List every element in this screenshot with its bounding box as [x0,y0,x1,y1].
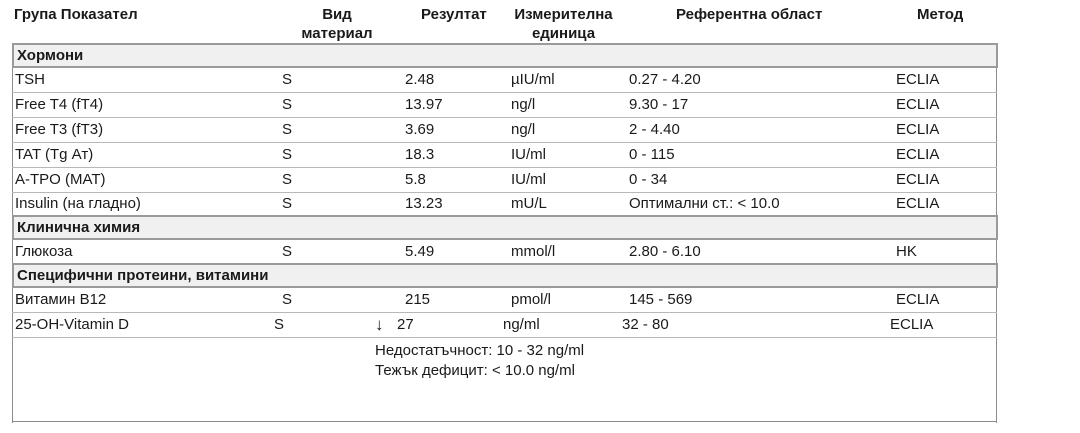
reference-range: 9.30 - 17 [629,96,689,113]
method: ECLIA [896,121,940,138]
table-row [12,240,997,265]
indicator-name: Insulin (на гладно) [15,195,141,212]
unit: pmol/l [511,291,552,308]
note-insufficiency: Недостатъчност: 10 - 32 ng/ml [375,342,585,359]
result-value: 215 [405,291,431,308]
table-row [12,288,997,313]
indicator-name: 25-OH-Vitamin D [15,316,129,333]
reference-range: 2 - 4.40 [629,121,680,138]
section-header-hormones [12,43,998,68]
unit: µIU/ml [511,71,555,88]
section-title: Хормони [17,47,84,64]
reference-range: 0 - 115 [629,146,675,163]
method: ECLIA [896,96,940,113]
unit: mU/L [511,195,547,212]
result-value: 5.8 [405,171,426,188]
header-reference: Референтна област [676,6,823,23]
material: S [282,121,293,138]
header-method: Метод [917,6,964,23]
unit: mmol/l [511,243,556,260]
reference-range: 32 - 80 [622,316,669,333]
table-row [12,313,997,338]
method: ECLIA [896,291,940,308]
result-value: 13.97 [405,96,443,113]
header-material [292,5,382,43]
result-value: 3.69 [405,121,435,138]
table-row [12,192,997,217]
section-title: Специфични протеини, витамини [17,267,269,284]
material: S [282,243,293,260]
method: ECLIA [896,195,940,212]
indicator-name: Free T3 (fT3) [15,121,104,138]
unit: ng/l [511,96,536,113]
header-result: Резултат [421,6,487,23]
table-border-bottom [12,421,997,422]
reference-range: 0.27 - 4.20 [629,71,701,88]
result-value: 5.49 [405,243,435,260]
material: S [274,316,285,333]
indicator-name: Витамин B12 [15,291,107,308]
unit: ng/ml [503,316,540,333]
table-row [12,68,997,93]
low-flag-arrow-icon: ↓ [375,315,384,334]
table-row [12,143,997,168]
method: ECLIA [896,71,940,88]
section-header-clinical-chemistry [12,215,998,240]
result-value: 2.48 [405,71,435,88]
material: S [282,195,293,212]
table-row [12,118,997,143]
table-row [12,168,997,193]
indicator-name: Глюкоза [15,243,73,260]
method: ECLIA [896,146,940,163]
material: S [282,71,293,88]
reference-range: Оптимални ст.: < 10.0 [629,195,780,212]
result-value: 13.23 [405,195,443,212]
indicator-name: A-TPO (MAT) [15,171,106,188]
note-deficiency: Тежък дефицит: < 10.0 ng/ml [375,362,575,379]
header-material-line2: материал [301,25,373,42]
result-value: 18.3 [405,146,435,163]
section-header-specific-proteins-vitamins [12,263,998,288]
method: ECLIA [896,171,940,188]
indicator-name: TSH [15,71,45,88]
reference-range: 145 - 569 [629,291,693,308]
material: S [282,291,293,308]
table-row [12,93,997,118]
unit: ng/l [511,121,536,138]
reference-range: 2.80 - 6.10 [629,243,701,260]
header-unit [506,5,621,43]
material: S [282,96,293,113]
material: S [282,146,293,163]
section-title: Клинична химия [17,219,141,236]
method: HK [896,243,917,260]
result-value: 27 [397,316,414,333]
header-group-indicator: Група Показател [14,6,138,23]
header-unit-line2: единица [531,25,596,42]
header-material-line1: Вид [322,6,352,23]
indicator-name: Free T4 (fT4) [15,96,104,113]
method: ECLIA [890,316,934,333]
unit: IU/ml [511,171,546,188]
header-unit-line1: Измерителна [514,6,613,23]
material: S [282,171,293,188]
indicator-name: TAT (Tg Ат) [15,146,94,163]
reference-range: 0 - 34 [629,171,668,188]
unit: IU/ml [511,146,546,163]
